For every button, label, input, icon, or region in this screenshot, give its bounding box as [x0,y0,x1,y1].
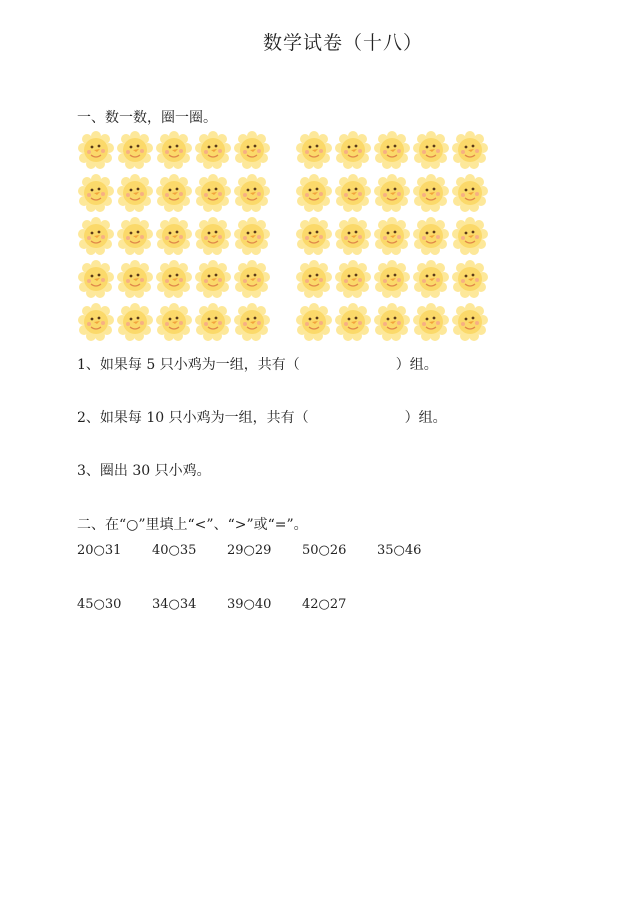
chick-sun-icon[interactable] [156,217,192,255]
chick-sun-icon[interactable] [195,303,231,341]
compare-item[interactable]: 20○31 [77,543,122,558]
chick-sun-icon[interactable] [413,260,449,298]
compare-row-1 [77,543,452,558]
page-title: 数学试卷（十八） [262,32,423,54]
question-1-text: 1、如果每 5 只小鸡为一组，共有（ [77,357,300,373]
chick-sun-icon[interactable] [78,260,114,298]
question-2 [77,407,447,427]
chick-sun-icon[interactable] [156,131,192,169]
compare-item[interactable]: 29○29 [227,543,272,558]
chick-sun-icon[interactable] [335,131,371,169]
chick-sun-icon[interactable] [156,303,192,341]
chick-sun-icon[interactable] [374,217,410,255]
chick-sun-icon[interactable] [234,217,270,255]
chick-sun-icon[interactable] [117,217,153,255]
chick-sun-icon[interactable] [117,174,153,212]
compare-item[interactable]: 40○35 [152,543,197,558]
chick-sun-icon[interactable] [296,131,332,169]
chick-sun-icon[interactable] [296,217,332,255]
chick-sun-icon[interactable] [335,174,371,212]
chick-sun-icon[interactable] [117,131,153,169]
chick-grid-left [78,131,270,341]
chick-sun-icon[interactable] [234,303,270,341]
chick-sun-icon[interactable] [335,303,371,341]
chick-sun-icon[interactable] [296,260,332,298]
chick-sun-icon[interactable] [156,174,192,212]
chick-sun-icon[interactable] [78,131,114,169]
chick-sun-icon[interactable] [452,217,488,255]
chick-sun-icon[interactable] [195,174,231,212]
compare-item[interactable]: 39○40 [227,597,272,612]
chick-sun-icon[interactable] [296,174,332,212]
chick-sun-icon[interactable] [234,260,270,298]
chick-sun-icon[interactable] [78,174,114,212]
chick-sun-icon[interactable] [335,217,371,255]
chick-sun-icon[interactable] [117,303,153,341]
chick-sun-icon[interactable] [374,131,410,169]
chick-sun-icon[interactable] [156,260,192,298]
chick-sun-icon[interactable] [452,174,488,212]
question-3: 3、圈出 30 只小鸡。 [77,463,211,479]
question-1 [77,354,438,374]
question-2-end: ）组。 [404,410,447,426]
compare-item[interactable]: 45○30 [77,597,122,612]
chick-sun-icon[interactable] [374,303,410,341]
compare-item[interactable]: 42○27 [302,597,347,612]
chick-sun-icon[interactable] [413,174,449,212]
question-1-end: ）组。 [395,357,438,373]
chick-sun-icon[interactable] [374,260,410,298]
chick-sun-icon[interactable] [452,260,488,298]
chick-sun-icon[interactable] [335,260,371,298]
compare-row-2 [77,597,377,612]
chick-sun-icon[interactable] [296,303,332,341]
chick-sun-icon[interactable] [452,131,488,169]
compare-item[interactable]: 34○34 [152,597,197,612]
chick-grid-right [296,131,488,341]
chick-sun-icon[interactable] [374,174,410,212]
chick-sun-icon[interactable] [234,131,270,169]
chick-sun-icon[interactable] [413,217,449,255]
section-2-heading: 二、在“○”里填上“<”、“>”或“=”。 [77,517,308,533]
chick-sun-icon[interactable] [452,303,488,341]
chick-sun-icon[interactable] [195,217,231,255]
chick-sun-icon[interactable] [413,131,449,169]
question-2-text: 2、如果每 10 只小鸡为一组，共有（ [77,410,309,426]
chick-sun-icon[interactable] [117,260,153,298]
chick-sun-icon[interactable] [195,260,231,298]
chick-sun-icon[interactable] [78,303,114,341]
compare-item[interactable]: 35○46 [377,543,422,558]
chick-sun-icon[interactable] [195,131,231,169]
compare-item[interactable]: 50○26 [302,543,347,558]
chick-sun-icon[interactable] [78,217,114,255]
chick-sun-icon[interactable] [234,174,270,212]
chick-sun-icon[interactable] [413,303,449,341]
section-1-heading: 一、数一数，圈一圈。 [77,110,217,126]
